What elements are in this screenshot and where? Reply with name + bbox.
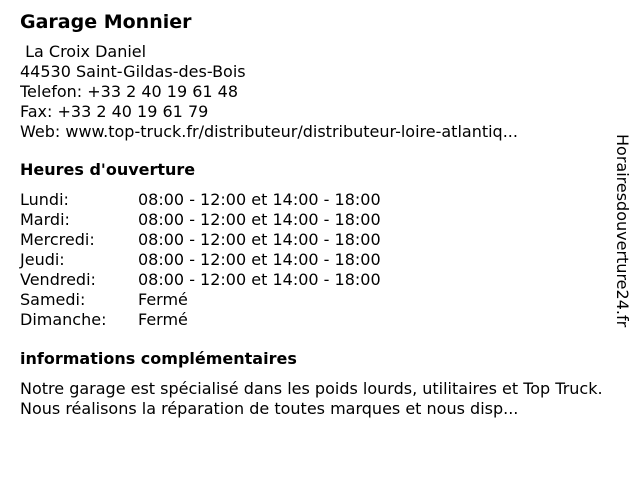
additional-info-text: Notre garage est spécialisé dans les poids lourds, utilitaires et Top Truck. Nous réalisons la réparation de toutes marques et nous disp... xyxy=(20,379,603,418)
hours-value: Fermé xyxy=(138,310,188,329)
hours-value: 08:00 - 12:00 et 14:00 - 18:00 xyxy=(138,210,381,229)
hours-value: 08:00 - 12:00 et 14:00 - 18:00 xyxy=(138,270,381,289)
business-name: Garage Monnier xyxy=(20,11,192,33)
site-watermark: Horairesdouverture24.fr xyxy=(613,134,632,328)
hours-row-friday xyxy=(20,270,612,290)
day-label: Vendredi: xyxy=(20,270,96,289)
phone-line: Telefon: +33 2 40 19 61 48 xyxy=(20,82,239,101)
day-label: Samedi: xyxy=(20,290,86,309)
hours-value: 08:00 - 12:00 et 14:00 - 18:00 xyxy=(138,250,381,269)
day-label: Mercredi: xyxy=(20,230,95,249)
opening-hours-table xyxy=(20,190,612,330)
address-line-1: La Croix Daniel xyxy=(20,42,147,61)
fax-line: Fax: +33 2 40 19 61 79 xyxy=(20,102,209,121)
hours-row-monday xyxy=(20,190,612,210)
day-label: Mardi: xyxy=(20,210,70,229)
hours-row-saturday xyxy=(20,290,612,310)
opening-hours-heading: Heures d'ouverture xyxy=(20,160,196,179)
hours-row-wednesday xyxy=(20,230,612,250)
day-label: Dimanche: xyxy=(20,310,107,329)
day-label: Lundi: xyxy=(20,190,69,209)
day-label: Jeudi: xyxy=(20,250,65,269)
hours-value: Fermé xyxy=(138,290,188,309)
hours-value: 08:00 - 12:00 et 14:00 - 18:00 xyxy=(138,230,381,249)
hours-row-sunday xyxy=(20,310,612,330)
hours-row-tuesday xyxy=(20,210,612,230)
hours-value: 08:00 - 12:00 et 14:00 - 18:00 xyxy=(138,190,381,209)
business-card xyxy=(20,10,612,419)
hours-row-thursday xyxy=(20,250,612,270)
web-link[interactable]: Web: www.top-truck.fr/distributeur/distributeur-loire-atlantiq... xyxy=(20,122,518,141)
address-line-2: 44530 Saint-Gildas-des-Bois xyxy=(20,62,246,81)
additional-info-heading: informations complémentaires xyxy=(20,349,297,368)
